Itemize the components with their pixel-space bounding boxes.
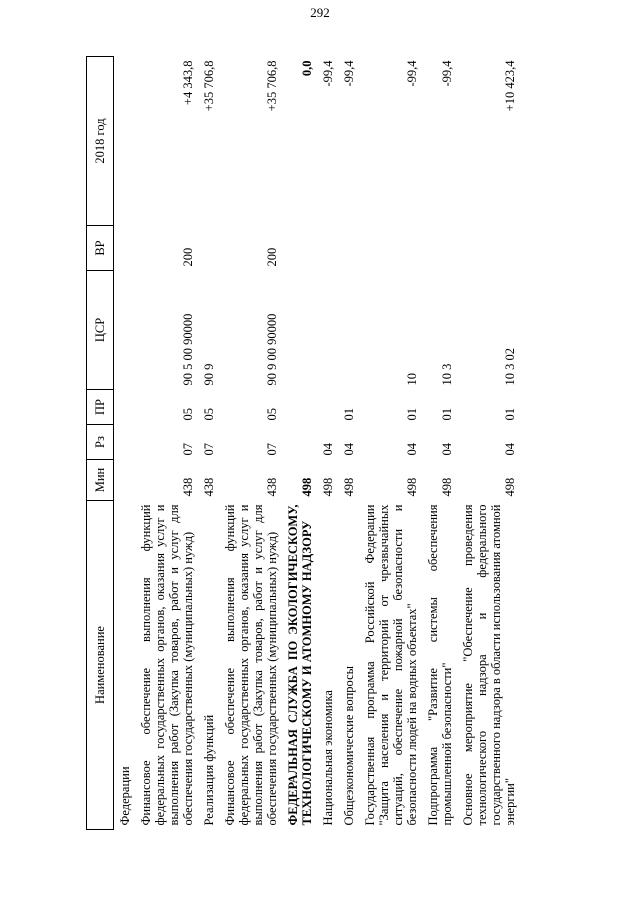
cell-pr	[280, 390, 315, 425]
cell-rz: 07	[265, 443, 279, 456]
cell-min: 498	[503, 477, 517, 497]
table-header-row	[87, 57, 114, 830]
cell-pr	[315, 390, 336, 425]
cell-rz: 04	[342, 443, 356, 456]
cell-name: Государственная программа Российской Федерации "Защита населения и территорий от чрезвычайных ситуаций, обеспечение пожарной безопасности и безопасности людей на водных объектах"	[363, 504, 419, 826]
table-row	[114, 57, 134, 830]
header-vr: ВР	[87, 226, 114, 271]
cell-min: 498	[440, 477, 454, 497]
cell-csr: 90 9	[202, 363, 216, 386]
cell-vr	[336, 226, 357, 271]
cell-csr: 10 3	[440, 363, 454, 386]
table-row	[420, 57, 455, 830]
cell-vr	[357, 226, 420, 271]
cell-pr: 01	[405, 408, 419, 421]
cell-csr: 90 9 00 90000	[265, 313, 279, 386]
cell-vr: 200	[181, 247, 195, 267]
header-rz: Рз	[87, 425, 114, 460]
table-row	[455, 57, 518, 830]
cell-name: ФЕДЕРАЛЬНАЯ СЛУЖБА ПО ЭКОЛОГИЧЕСКОМУ, ТЕХНОЛОГИЧЕСКОМУ И АТОМНОМУ НАДЗОРУ	[286, 504, 314, 826]
cell-name: Общеэкономические вопросы	[342, 665, 356, 826]
cell-min: 498	[405, 477, 419, 497]
cell-sum: +4 343,8	[181, 60, 195, 106]
cell-name: Основное мероприятие "Обеспечение проведения технологического надзора и федерального государственного надзора в области использования атомной энергии"	[461, 504, 517, 826]
cell-csr	[114, 271, 134, 390]
cell-sum: -99,4	[342, 60, 356, 87]
cell-rz	[114, 425, 134, 460]
cell-min: 438	[265, 477, 279, 497]
cell-name: Подпрограмма "Развитие системы обеспечения промышленной безопасности"	[426, 504, 454, 826]
cell-rz: 07	[181, 443, 195, 456]
cell-pr: 05	[202, 408, 216, 421]
cell-sum: +35 706,8	[265, 60, 279, 112]
cell-csr	[280, 271, 315, 390]
cell-vr	[315, 226, 336, 271]
cell-pr: 05	[181, 408, 195, 421]
cell-vr	[455, 226, 518, 271]
cell-csr: 10 3 02	[503, 348, 517, 386]
cell-csr: 90 5 00 90000	[181, 313, 195, 386]
cell-rz: 04	[321, 443, 335, 456]
cell-sum	[114, 57, 134, 226]
cell-pr: 05	[265, 408, 279, 421]
table-row	[280, 57, 315, 830]
cell-csr	[315, 271, 336, 390]
cell-min: 498	[342, 477, 356, 497]
cell-vr	[196, 226, 217, 271]
cell-csr	[336, 271, 357, 390]
cell-csr: 10	[405, 373, 419, 386]
cell-vr	[280, 226, 315, 271]
cell-sum: +10 423,4	[503, 60, 517, 112]
header-csr: ЦСР	[87, 271, 114, 390]
cell-min	[114, 460, 134, 501]
cell-pr	[114, 390, 134, 425]
cell-pr: 01	[503, 408, 517, 421]
table-row	[357, 57, 420, 830]
rotated-table-container	[86, 60, 616, 830]
cell-min: 438	[181, 477, 195, 497]
table-row	[133, 57, 196, 830]
page-number: 292	[310, 5, 330, 20]
cell-name: Федерации	[118, 766, 132, 826]
header-pr: ПР	[87, 390, 114, 425]
cell-vr	[114, 226, 134, 271]
cell-sum: -99,4	[321, 60, 335, 87]
cell-rz: 07	[202, 443, 216, 456]
table-row	[336, 57, 357, 830]
cell-sum: +35 706,8	[202, 60, 216, 112]
cell-sum: 0,0	[300, 60, 314, 77]
cell-name: Национальная экономика	[321, 690, 335, 826]
header-min: Мин	[87, 460, 114, 501]
cell-rz: 04	[405, 443, 419, 456]
header-name: Наименование	[87, 501, 114, 830]
table-body	[114, 57, 519, 830]
cell-rz: 04	[440, 443, 454, 456]
cell-vr: 200	[265, 247, 279, 267]
cell-rz	[280, 425, 315, 460]
cell-min: 498	[300, 477, 314, 497]
cell-min: 498	[321, 477, 335, 497]
cell-name: Реализация функций	[202, 714, 216, 826]
cell-pr: 01	[342, 408, 356, 421]
cell-vr	[420, 226, 455, 271]
cell-name: Финансовое обеспечение выполнения функций федеральных государственных органов, оказания услуг и выполнения работ (Закупка товаров, работ и услуг для обеспечения государственных (муниципальных) нужд)	[223, 504, 279, 826]
cell-name: Финансовое обеспечение выполнения функций федеральных государственных органов, оказания услуг и выполнения работ (Закупка товаров, работ и услуг для обеспечения государственных (муниципальных) нужд)	[139, 504, 195, 826]
cell-sum: -99,4	[405, 60, 419, 87]
table-row	[196, 57, 217, 830]
cell-pr: 01	[440, 408, 454, 421]
budget-table	[86, 56, 518, 830]
header-sum: 2018 год	[87, 57, 114, 226]
table-row	[217, 57, 280, 830]
table-row	[315, 57, 336, 830]
cell-sum: -99,4	[440, 60, 454, 87]
cell-rz: 04	[503, 443, 517, 456]
cell-min: 438	[202, 477, 216, 497]
